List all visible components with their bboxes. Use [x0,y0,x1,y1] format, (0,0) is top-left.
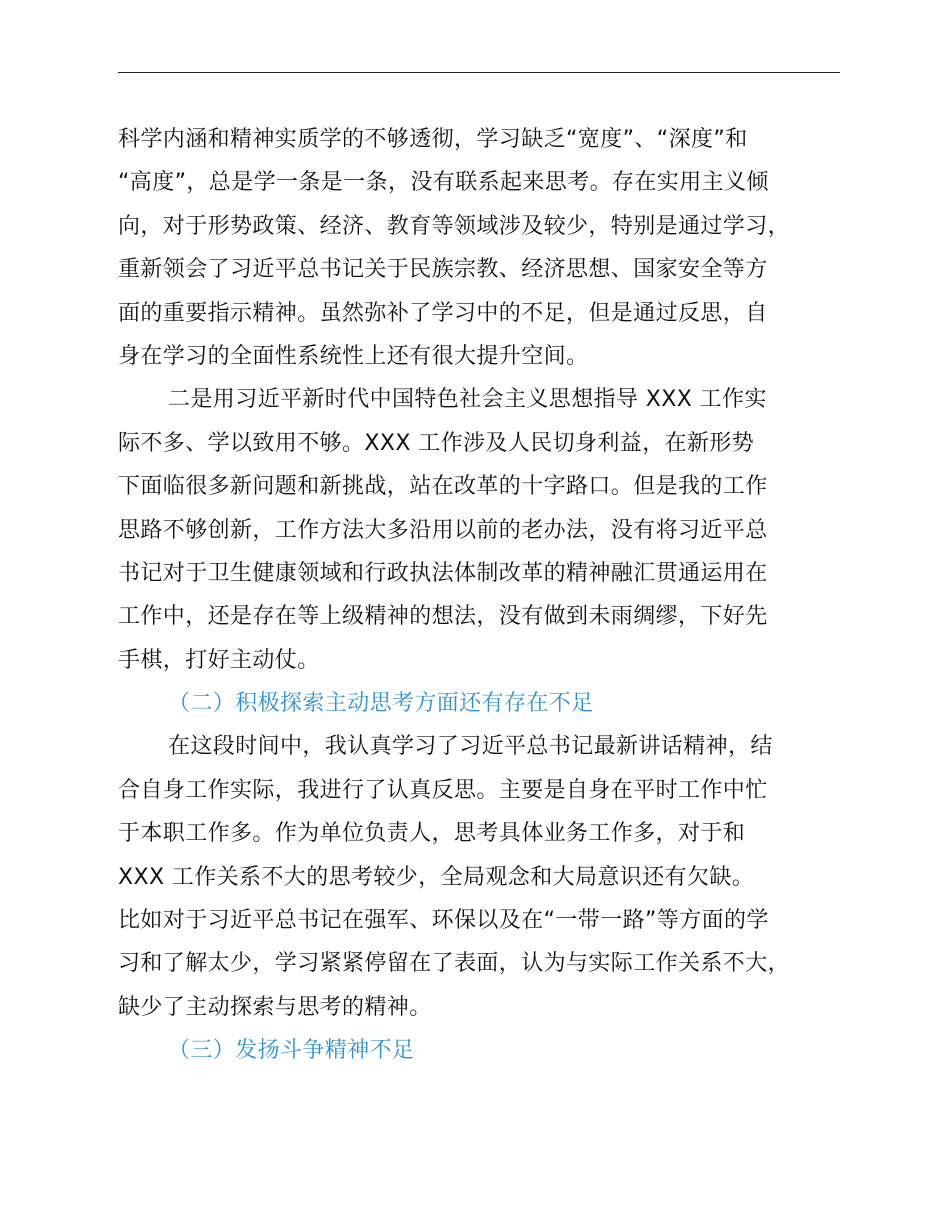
text-line: 在这段时间中，我认真学习了习近平总书记最新讲话精神，结 [168,734,773,760]
text-line: 面的重要指示精神。虽然弥补了学习中的不足，但是通过反思，自 [118,300,768,326]
text-line: XXX 工作关系不大的思考较少，全局观念和大局意识还有欠缺。 [118,864,755,890]
text-line: 重新领会了习近平总书记关于民族宗教、经济思想、国家安全等方 [118,257,768,283]
text-line: 习和了解太少，学习紧紧停留在了表面，认为与实际工作关系不大， [118,951,791,977]
text-line: 二是用习近平新时代中国特色社会主义思想指导 XXX 工作实 [168,387,767,413]
text-line: 际不多、学以致用不够。XXX 工作涉及人民切身利益，在新形势 [118,430,755,456]
text-line: 向，对于形势政策、经济、教育等领域涉及较少，特别是通过学习， [118,213,791,239]
text-line: 合自身工作实际，我进行了认真反思。主要是自身在平时工作中忙 [118,777,768,803]
text-line: 思路不够创新，工作方法大多沿用以前的老办法，没有将习近平总 [118,517,768,543]
text-line: 身在学习的全面性系统性上还有很大提升空间。 [118,343,589,369]
text-line: 书记对于卫生健康领域和行政执法体制改革的精神融汇贯通运用在 [118,560,768,586]
text-line: 工作中，还是存在等上级精神的想法，没有做到未雨绸缪，下好先 [118,604,768,630]
section-heading: （二）积极探索主动思考方面还有存在不足 [168,691,594,717]
text-line: 手棋，打好主动仗。 [118,647,320,673]
text-line: 缺少了主动探索与思考的精神。 [118,994,432,1020]
document-body [118,118,858,1073]
header-rule [118,72,840,73]
text-line: “高度”，总是学一条是一条，没有联系起来思考。存在实用主义倾 [118,170,769,196]
text-line: 比如对于习近平总书记在强军、环保以及在“一带一路”等方面的学 [118,908,769,934]
text-line: 于本职工作多。作为单位负责人，思考具体业务工作多，对于和 [118,821,746,847]
text-line: 下面临很多新问题和新挑战，站在改革的十字路口。但是我的工作 [118,474,768,500]
text-line: 科学内涵和精神实质学的不够透彻，学习缺乏“宽度”、“深度”和 [118,127,748,152]
section-heading: （三）发扬斗争精神不足 [168,1038,415,1064]
